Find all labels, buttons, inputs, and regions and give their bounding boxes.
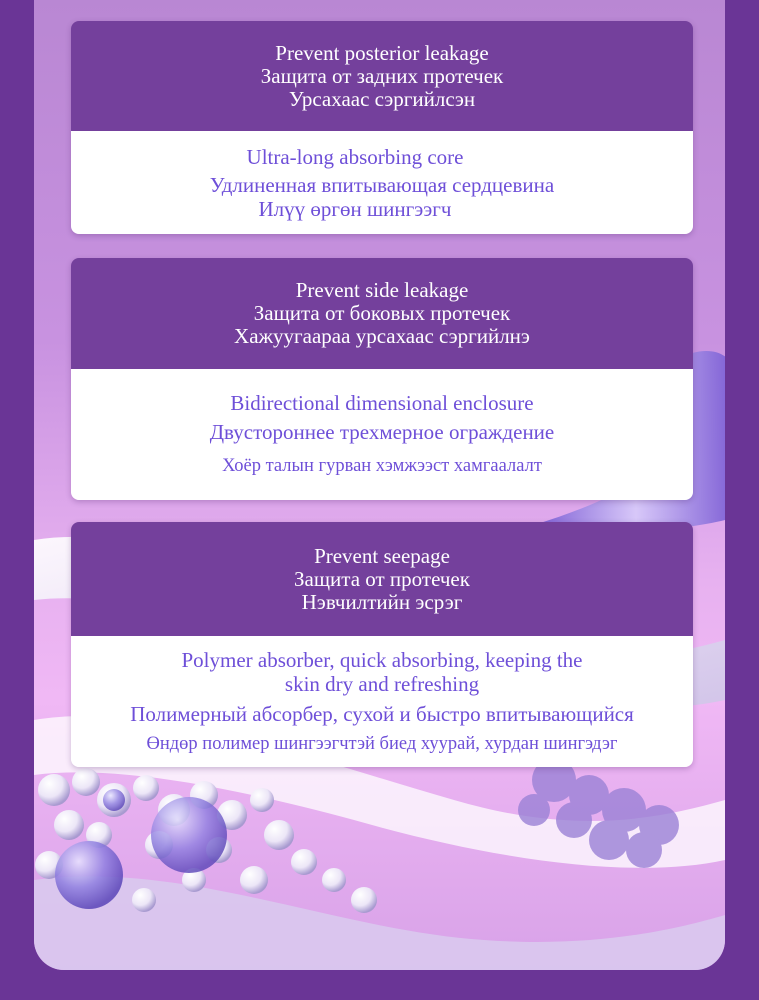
heading-mongolian: Хажуугаараа урсахаас сэргийлнэ (234, 324, 530, 348)
body-mongolian: Хоёр талын гурван хэмжээст хамгаалалт (222, 456, 542, 476)
feature-card-posterior-leakage (71, 21, 693, 234)
body-russian: Полимерный абсорбер, сухой и быстро впитывающийся (130, 701, 634, 726)
feature-card-body (71, 131, 693, 234)
heading-russian: Защита от протечек (294, 566, 470, 591)
heading-mongolian: Урсахаас сэргийлсэн (288, 86, 476, 111)
feature-card-seepage (71, 522, 693, 767)
feature-card-header (71, 522, 693, 636)
body-english-line-2: skin dry and refreshing (284, 671, 480, 696)
body-russian: Двустороннее трехмерное ограждение (209, 420, 555, 444)
heading-english: Prevent posterior leakage (275, 40, 489, 65)
feature-card-body (71, 369, 693, 500)
body-mongolian: Илүү өргөн шингээгч (258, 196, 452, 221)
feature-card-header (71, 21, 693, 131)
body-mongolian: Өндөр полимер шингээгчтэй биед хуурай, хурдан шингэдэг (146, 733, 618, 754)
heading-russian: Защита от задних протечек (260, 63, 504, 88)
feature-card-side-leakage (71, 258, 693, 500)
heading-english: Prevent seepage (314, 543, 450, 568)
heading-russian: Защита от боковых протечек (253, 301, 511, 325)
body-russian: Удлиненная впитывающая сердцевина (209, 172, 555, 197)
body-english: Ultra-long absorbing core (246, 144, 464, 169)
heading-english: Prevent side leakage (295, 278, 469, 302)
feature-card-body (71, 636, 693, 767)
body-english: Bidirectional dimensional enclosure (230, 391, 534, 415)
body-english-line-1: Polymer absorber, quick absorbing, keeping the (181, 647, 583, 672)
feature-card-header (71, 258, 693, 369)
heading-mongolian: Нэвчилтийн эсрэг (301, 589, 463, 614)
